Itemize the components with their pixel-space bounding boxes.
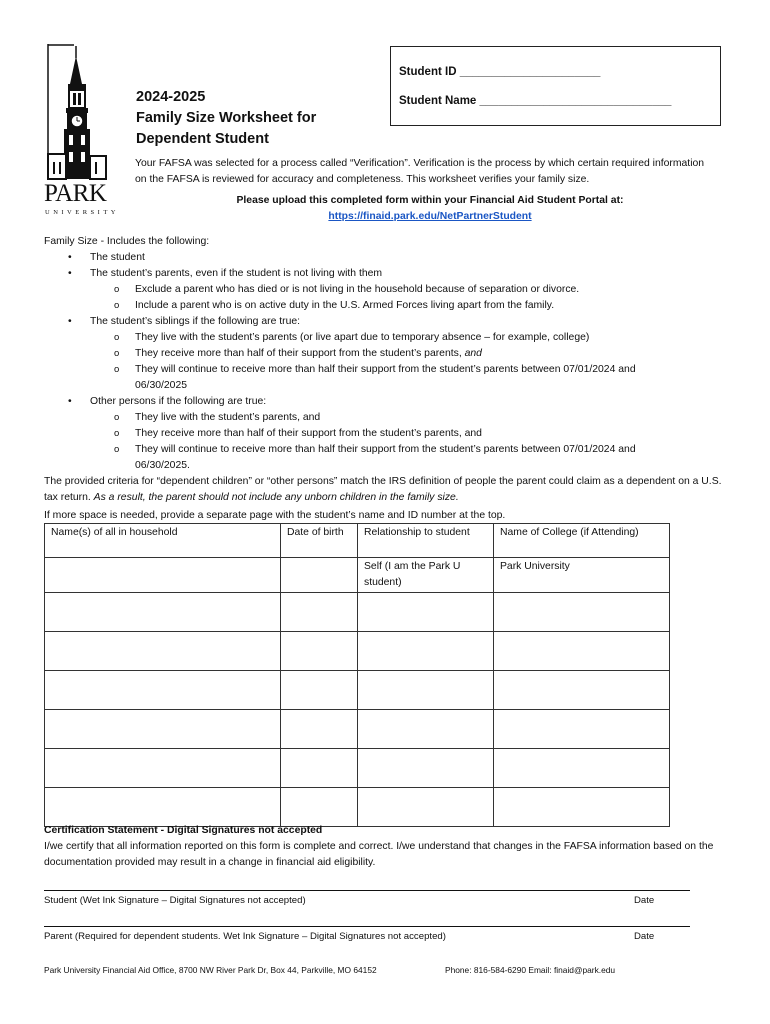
footer-contact: Phone: 816-584-6290 Email: finaid@park.edu xyxy=(445,965,616,975)
park-university-logo xyxy=(44,44,124,219)
header-relationship: Relationship to student xyxy=(358,524,494,558)
table-row xyxy=(45,558,670,593)
cell-dob[interactable] xyxy=(281,558,358,593)
page-title xyxy=(136,87,316,150)
sub-list-item: o They live with the student’s parents, and xyxy=(44,410,724,426)
header-college: Name of College (if Attending) xyxy=(494,524,670,558)
more-space-note: If more space is needed, provide a separate page with the student’s name and ID number at the top. xyxy=(44,510,506,521)
title-line-2: Dependent Student xyxy=(136,131,269,147)
cell-name[interactable] xyxy=(45,788,281,827)
criteria-italic: As a result, the parent should not include any unborn children in the family size. xyxy=(93,492,459,503)
cell-college[interactable] xyxy=(494,671,670,710)
student-name-field[interactable]: Student Name ______________________________ xyxy=(399,95,672,107)
cell-relationship: Self (I am the Park U student) xyxy=(358,558,494,593)
parent-date-label: Date xyxy=(634,931,655,942)
criteria-paragraph xyxy=(44,474,724,506)
table-row xyxy=(45,788,670,827)
sub-list-continuation: 06/30/2025 xyxy=(135,380,188,391)
student-id-field[interactable]: Student ID ______________________ xyxy=(399,66,601,78)
cell-dob[interactable] xyxy=(281,671,358,710)
cell-dob[interactable] xyxy=(281,749,358,788)
header-dob: Date of birth xyxy=(281,524,358,558)
cell-college[interactable] xyxy=(494,710,670,749)
sub-list-item: o They receive more than half of their support from the student’s parents, and xyxy=(44,426,724,442)
logo-subtitle: UNIVERSITY xyxy=(45,209,119,216)
table-row xyxy=(45,749,670,788)
family-size-heading: Family Size - Includes the following: xyxy=(44,236,210,247)
cell-college[interactable] xyxy=(494,788,670,827)
upload-text: Please upload this completed form within your Financial Aid Student Portal at: xyxy=(236,195,624,206)
parent-signature-label: Parent (Required for dependent students. Wet Ink Signature – Digital Signatures not accepted) xyxy=(44,931,446,942)
cell-relationship[interactable] xyxy=(358,671,494,710)
list-item: • The student’s parents, even if the student is not living with them xyxy=(44,266,724,282)
sub-list-continuation: 06/30/2025. xyxy=(135,460,190,471)
sub-list-item xyxy=(44,346,724,362)
footer-address: Park University Financial Aid Office, 8700 NW River Park Dr, Box 44, Parkville, MO 64152 xyxy=(44,965,377,975)
logo-wordmark: PARK xyxy=(44,180,107,207)
parent-signature-line[interactable] xyxy=(44,926,690,927)
cell-college: Park University xyxy=(494,558,670,593)
student-date-label: Date xyxy=(634,895,655,906)
table-row xyxy=(45,671,670,710)
household-table xyxy=(44,523,670,827)
portal-link[interactable]: https://finaid.park.edu/NetPartnerStudent xyxy=(328,211,532,222)
certification-heading: Certification Statement - Digital Signatures not accepted xyxy=(44,825,323,836)
cell-name[interactable] xyxy=(45,558,281,593)
emphasis-and: and xyxy=(464,348,482,359)
criteria-text: The provided criteria for “dependent children” or “other persons” match the IRS definition of people the parent could claim as a dependent on a U.S. tax return. xyxy=(44,476,722,503)
cell-college[interactable] xyxy=(494,632,670,671)
cell-dob[interactable] xyxy=(281,710,358,749)
intro-paragraph: Your FAFSA was selected for a process called “Verification”. Verification is the process by which certain required information on the FAFSA is reviewed for accuracy and completeness. This worksheet verifies your family size. xyxy=(135,158,705,185)
table-row xyxy=(45,632,670,671)
header-name: Name(s) of all in household xyxy=(45,524,281,558)
student-signature-label: Student (Wet Ink Signature – Digital Signatures not accepted) xyxy=(44,895,306,906)
cell-dob[interactable] xyxy=(281,593,358,632)
title-line-1: Family Size Worksheet for xyxy=(136,110,317,126)
cell-relationship[interactable] xyxy=(358,749,494,788)
cell-name[interactable] xyxy=(45,632,281,671)
list-item: • The student xyxy=(44,250,724,266)
title-year: 2024-2025 xyxy=(136,89,206,105)
cell-relationship[interactable] xyxy=(358,632,494,671)
certification-section xyxy=(44,823,724,871)
upload-instruction xyxy=(135,193,725,225)
table-row xyxy=(45,710,670,749)
cell-relationship[interactable] xyxy=(358,788,494,827)
table-header-row xyxy=(45,524,670,558)
student-signature-line[interactable] xyxy=(44,890,690,891)
sub-list-item: o They live with the student’s parents (or live apart due to temporary absence – for example, college) xyxy=(44,330,724,346)
cell-dob[interactable] xyxy=(281,788,358,827)
cell-name[interactable] xyxy=(45,710,281,749)
student-id-box xyxy=(390,46,721,126)
list-item: • The student’s siblings if the following are true: xyxy=(44,314,724,330)
sub-list-text: They receive more than half of their support from the student’s parents, xyxy=(135,348,465,359)
table-row xyxy=(45,593,670,632)
family-size-section xyxy=(44,234,724,474)
cell-dob[interactable] xyxy=(281,632,358,671)
sub-list-item: o They will continue to receive more than half their support from the student’s parents between 07/01/2024 and xyxy=(44,442,724,458)
cell-relationship[interactable] xyxy=(358,593,494,632)
sub-list-item: o They will continue to receive more than half their support from the student’s parents between 07/01/2024 and xyxy=(44,362,724,378)
sub-list-item: o Exclude a parent who has died or is not living in the household because of separation or divorce. xyxy=(44,282,724,298)
cell-name[interactable] xyxy=(45,671,281,710)
cell-college[interactable] xyxy=(494,593,670,632)
cell-college[interactable] xyxy=(494,749,670,788)
cell-name[interactable] xyxy=(45,593,281,632)
list-item: • Other persons if the following are true: xyxy=(44,394,724,410)
cell-relationship[interactable] xyxy=(358,710,494,749)
certification-text: I/we certify that all information reported on this form is complete and correct. I/we understand that changes in the FAFSA information based on the documentation provided may result in a change in financial aid eligibility. xyxy=(44,841,714,868)
cell-name[interactable] xyxy=(45,749,281,788)
sub-list-item: o Include a parent who is on active duty in the U.S. Armed Forces living apart from the family. xyxy=(44,298,724,314)
